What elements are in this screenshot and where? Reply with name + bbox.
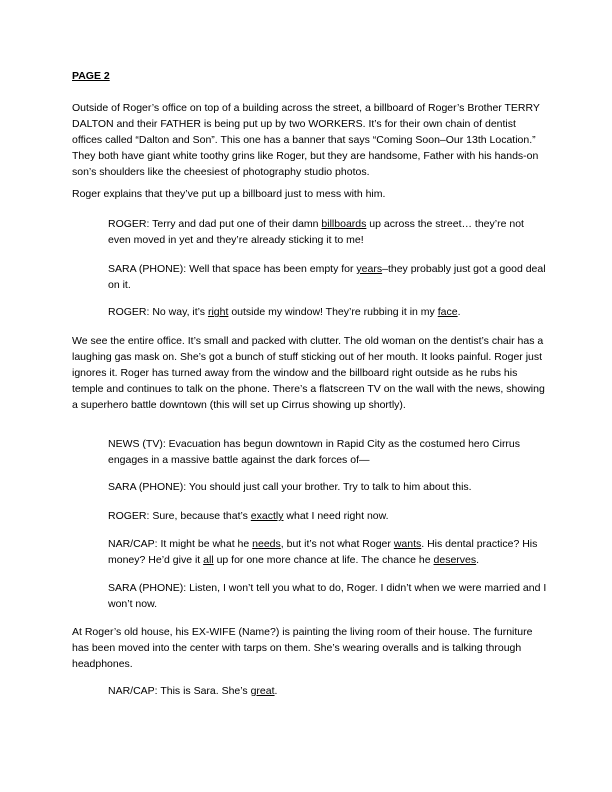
action-paragraph [72,333,546,413]
text-segment: outside my window! They’re rubbing it in my [228,306,438,318]
text-segment: what I need right now. [283,510,389,522]
dialogue-line [108,508,548,524]
text-segment: . His dental practice? His money? He’d give it [108,538,538,566]
dialogue-line [108,580,548,612]
underlined-text: years [356,263,383,275]
action-paragraph [72,100,546,180]
text-segment: NAR/CAP: It might be what he [108,538,253,550]
text-segment: up across the street… they’re not even moved in yet and they’re already sticking it to me! [108,218,524,246]
underlined-text: right [207,306,229,318]
dialogue-line [108,261,548,293]
text-segment: , but it’s not what Roger [280,538,394,550]
text-segment: . [457,306,461,318]
dialogue-line [108,304,548,320]
text-segment: NAR/CAP: This is Sara. She’s [108,685,251,697]
text-segment: At Roger’s old house, his EX-WIFE (Name?) is painting the living room of their house. The furniture has been moved into the center with tarps on them. She’s wearing overalls and is talking through headphones. [72,626,533,670]
underlined-text: exactly [250,510,284,522]
text-segment: NEWS (TV): Evacuation has begun downtown in Rapid City as the costumed hero Cirrus engages in a massive battle against the dark forces of— [108,438,521,466]
underlined-text: needs [252,538,281,550]
text-segment: ROGER: No way, it’s [108,306,208,318]
underlined-text: face [437,306,458,318]
text-segment: SARA (PHONE): You should just call your brother. Try to talk to him about this. [108,481,472,493]
underlined-text: deserves [433,554,477,566]
text-segment: Roger explains that they’ve put up a billboard just to mess with him. [72,188,386,200]
dialogue-line [108,436,548,468]
text-segment: ROGER: Terry and dad put one of their damn [108,218,322,230]
text-segment: –they probably just got a good deal on it. [108,263,546,291]
text-segment: ROGER: Sure, because that’s [108,510,251,522]
text-segment: SARA (PHONE): Listen, I won’t tell you what to do, Roger. I didn’t when we were married and I won’t now. [108,582,547,610]
page-heading: PAGE 2 [72,70,110,82]
text-segment: . [274,685,278,697]
dialogue-line [108,683,548,699]
action-paragraph [72,624,546,672]
underlined-text: billboards [321,218,367,230]
text-segment: Outside of Roger’s office on top of a building across the street, a billboard of Roger’s Brother TERRY DALTON and their FATHER is being put up by two WORKERS. It’s for their own chain of dentist offices called “Dalton and Son”. This one has a banner that says “Coming Soon–Our 13th Location.” They both have giant white toothy grins like Roger, but they are handsome, Father with his hands-on son’s shoulders like the cheesiest of photography studio photos. [72,102,540,178]
underlined-text: all [203,554,214,566]
text-segment: . [476,554,480,566]
dialogue-line [108,216,548,248]
dialogue-line [108,536,548,568]
text-segment: up for one more chance at life. The chance he [213,554,434,566]
underlined-text: great [250,685,275,697]
text-segment: SARA (PHONE): Well that space has been empty for [108,263,357,275]
underlined-text: wants [393,538,422,550]
text-segment: We see the entire office. It’s small and packed with clutter. The old woman on the dentist’s chair has a laughing gas mask on. She’s got a bunch of stuff sticking out of her mouth. It looks painful. Roger just ignores it. Roger has turned away from the window and the billboard right outside as he rubs his temple and continues to talk on the phone. There’s a flatscreen TV on the wall with the news, showing a superhero battle downtown (this will set up Cirrus showing up shortly). [72,335,545,411]
dialogue-line [108,479,548,495]
action-paragraph [72,186,546,202]
